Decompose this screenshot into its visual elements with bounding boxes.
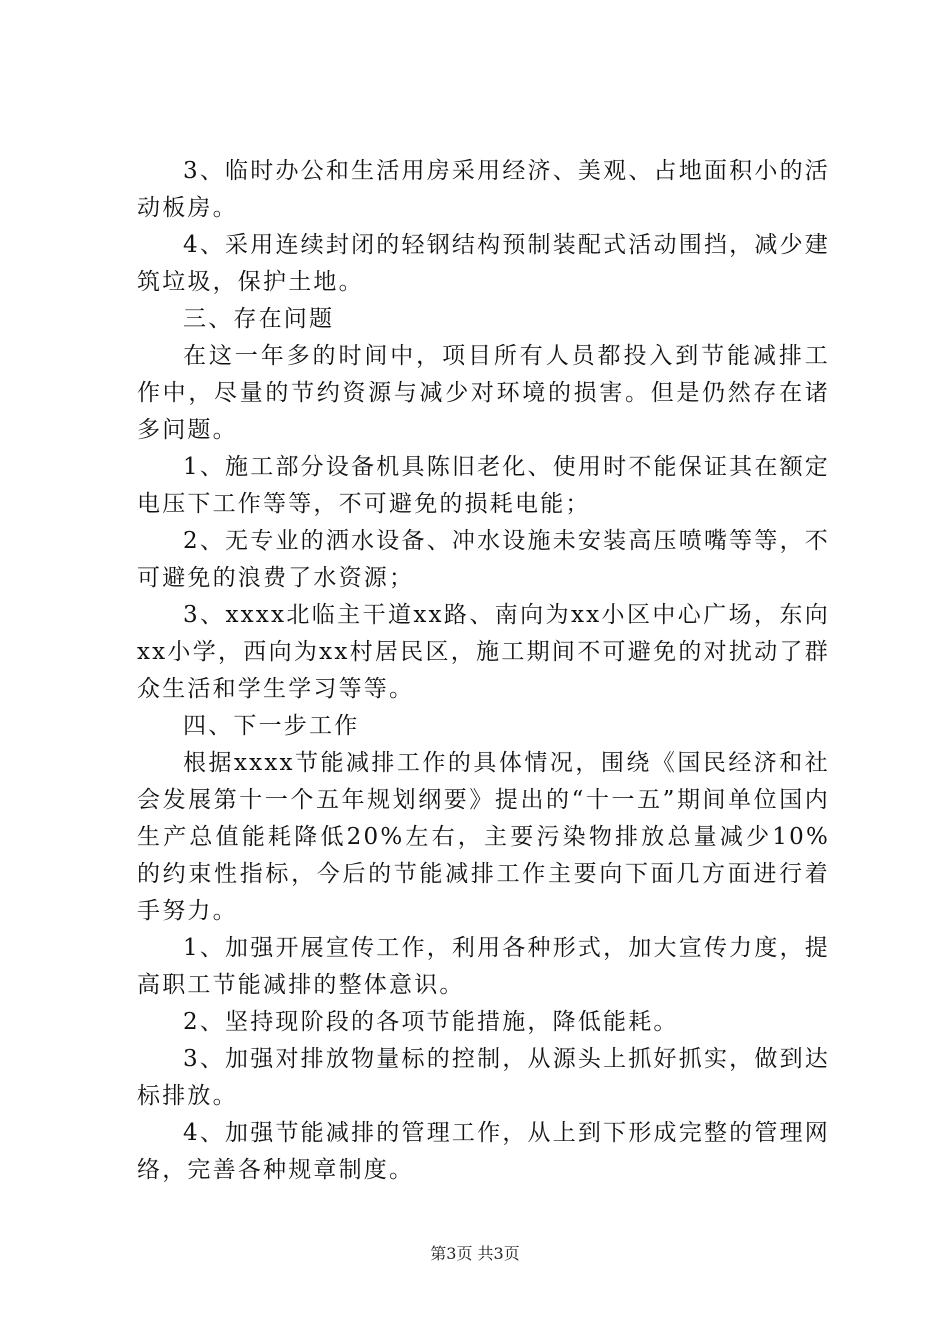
paragraph-step-emissions: 3、加强对排放物量标的控制，从源头上抓好抓实，做到达标排放。 — [137, 1046, 830, 1109]
paragraph-step-measures: 2、坚持现阶段的各项节能措施，降低能耗。 — [183, 1009, 679, 1035]
paragraph-step-management: 4、加强节能减排的管理工作，从上到下形成完整的管理网络，完善各种规章制度。 — [137, 1120, 830, 1183]
section-heading-problems: 三、存在问题 — [183, 306, 335, 332]
paragraph-problem-disturbance: 3、xxxx北临主干道xx路、南向为xx小区中心广场，东向xx小学，西向为xx村居民区，施工期间不可避免的对扰动了群众生活和学生学习等等。 — [137, 602, 830, 702]
section-heading-next-steps: 四、下一步工作 — [183, 713, 360, 739]
paragraph-next-steps-intro: 根据xxxx节能减排工作的具体情况，围绕《国民经济和社会发展第十一个五年规划纲要》提出的“十一五”期间单位国内生产总值能耗降低20%左右，主要污染物排放总量减少10%的约束性指标，今后的节能减排工作主要向下面几方面进行着手努力。 — [137, 750, 830, 924]
paragraph-temp-office: 3、临时办公和生活用房采用经济、美观、占地面积小的活动板房。 — [137, 158, 830, 221]
paragraph-problems-intro: 在这一年多的时间中，项目所有人员都投入到节能减排工作中，尽量的节约资源与减少对环境的损害。但是仍然存在诸多问题。 — [137, 343, 830, 443]
paragraph-problem-equipment: 1、施工部分设备机具陈旧老化、使用时不能保证其在额定电压下工作等等，不可避免的损耗电能； — [137, 454, 830, 517]
paragraph-enclosure: 4、采用连续封闭的轻钢结构预制装配式活动围挡，减少建筑垃圾，保护土地。 — [137, 232, 830, 295]
document-body — [137, 153, 830, 1189]
paragraph-step-publicity: 1、加强开展宣传工作，利用各种形式，加大宣传力度，提高职工节能减排的整体意识。 — [137, 935, 830, 998]
paragraph-problem-water: 2、无专业的洒水设备、冲水设施未安装高压喷嘴等等，不可避免的浪费了水资源； — [137, 528, 830, 591]
page-number-footer: 第3页 共3页 — [430, 1244, 520, 1263]
